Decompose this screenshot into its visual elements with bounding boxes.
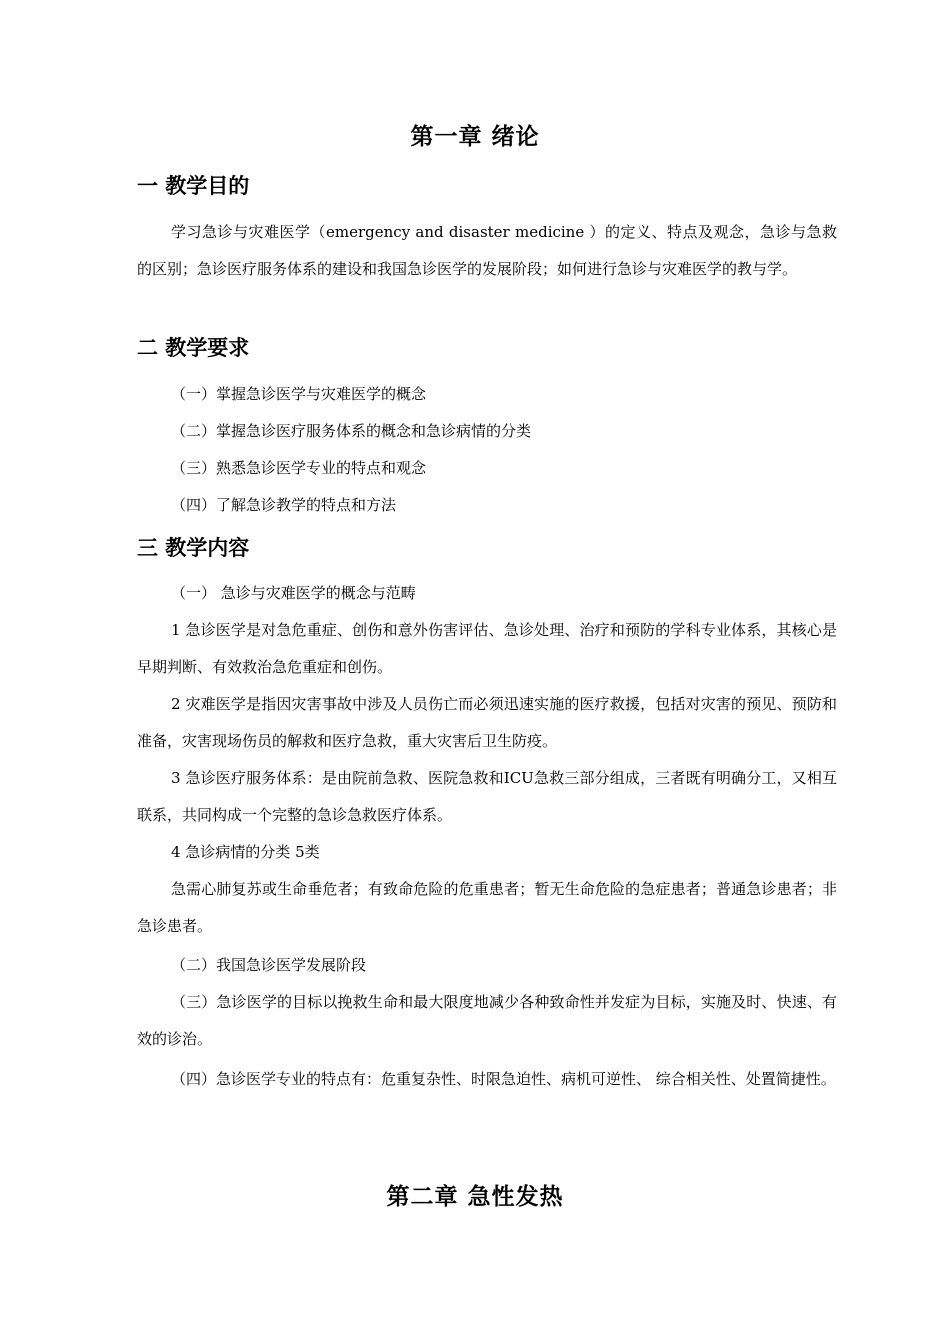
content-subsection-1: （一） 急诊与灾难医学的概念与范畴	[171, 584, 416, 602]
content-paragraph-3: 3 急诊医疗服务体系：是由院前急救、医院急救和ICU急救三部分组成，三者既有明确分工，又相互联系，共同构成一个完整的急诊急救医疗体系。	[137, 769, 837, 824]
section-2-heading: 二 教学要求	[137, 335, 250, 360]
content-paragraph-5: 急需心肺复苏或生命垂危者；有致命危险的危重患者；暂无生命危险的急症患者；普通急诊患者；非急诊患者。	[137, 880, 837, 935]
requirement-item-2: （二）掌握急诊医疗服务体系的概念和急诊病情的分类	[171, 422, 532, 440]
requirement-item-4: （四）了解急诊教学的特点和方法	[171, 496, 397, 514]
content-subsection-3: （三）急诊医学的目标以挽救生命和最大限度地减少各种致命性并发症为目标，实施及时、快速、有效的诊治。	[137, 993, 837, 1048]
content-paragraph-4: 4 急诊病情的分类 5类	[171, 843, 320, 861]
section-1-heading: 一 教学目的	[137, 173, 250, 198]
chapter-1-title: 第一章 绪论	[410, 123, 540, 150]
requirement-item-3: （三）熟悉急诊医学专业的特点和观念	[171, 459, 427, 477]
section-1-paragraph: 学习急诊与灾难医学（emergency and disaster medicine ）的定义、特点及观念，急诊与急救的区别；急诊医疗服务体系的建设和我国急诊医学的发展阶段；如何进行急诊与灾难医学的教与学。	[137, 223, 837, 278]
requirement-item-1: （一）掌握急诊医学与灾难医学的概念	[171, 385, 427, 403]
content-subsection-4: （四）急诊医学专业的特点有：危重复杂性、时限急迫性、病机可逆性、 综合相关性、处置简捷性。	[171, 1070, 836, 1088]
content-paragraph-2: 2 灾难医学是指因灾害事故中涉及人员伤亡而必须迅速实施的医疗救援，包括对灾害的预见、预防和准备，灾害现场伤员的解救和医疗急救，重大灾害后卫生防疫。	[137, 695, 837, 750]
section-3-heading: 三 教学内容	[137, 535, 250, 560]
content-paragraph-1: 1 急诊医学是对急危重症、创伤和意外伤害评估、急诊处理、治疗和预防的学科专业体系，其核心是早期判断、有效救治急危重症和创伤。	[137, 621, 837, 676]
content-subsection-2: （二）我国急诊医学发展阶段	[171, 956, 367, 974]
chapter-2-title: 第二章 急性发热	[386, 1183, 564, 1210]
